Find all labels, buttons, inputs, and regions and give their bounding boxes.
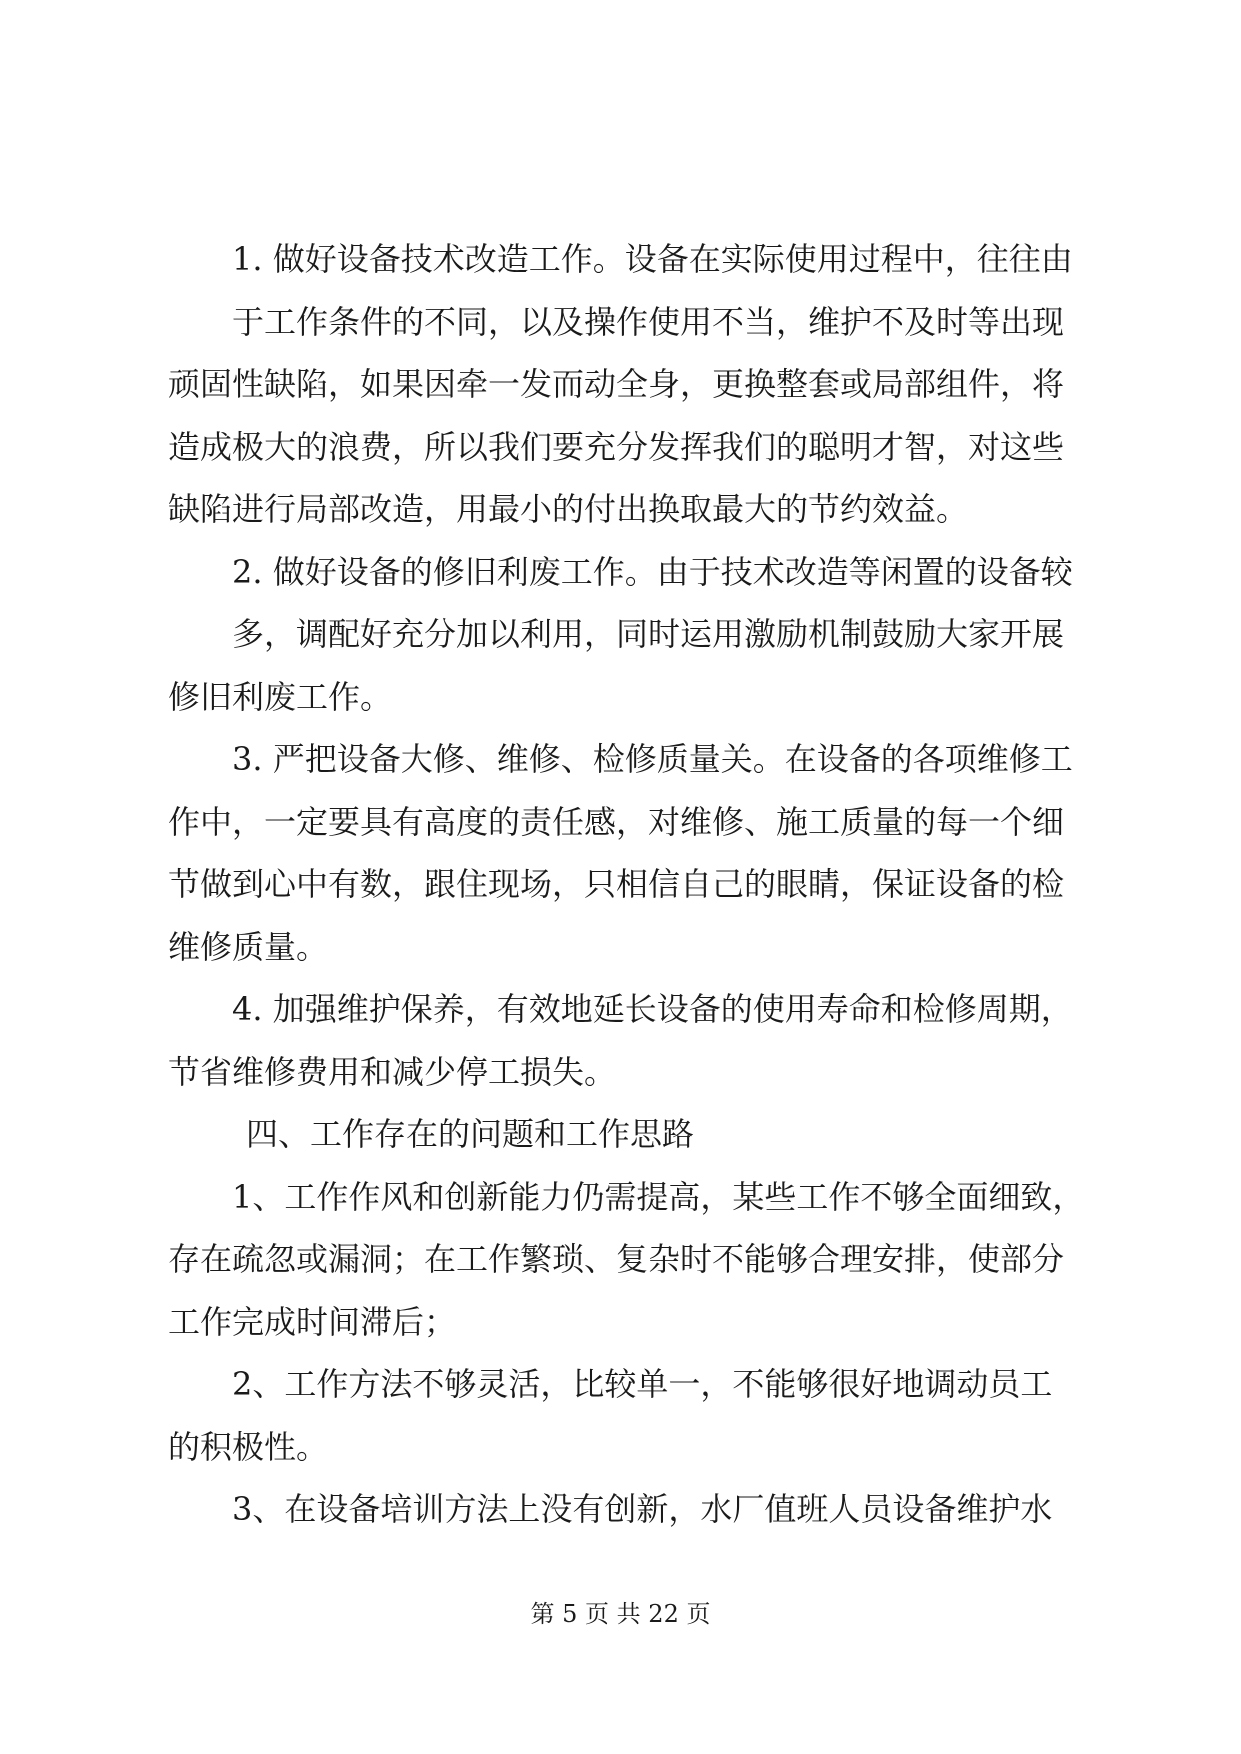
paragraph-line: 2、工作方法不够灵活，比较单一，不能够很好地调动员工	[232, 1365, 1053, 1403]
paragraph-line: 作中，一定要具有高度的责任感，对维修、施工质量的每一个细	[168, 802, 1065, 841]
paragraph-line: 4. 加强维护保养，有效地延长设备的使用寿命和检修周期，	[232, 990, 1073, 1028]
paragraph-line: 维修质量。	[168, 927, 329, 966]
section-heading: 四、工作存在的问题和工作思路	[246, 1115, 695, 1153]
paragraph-line: 缺陷进行局部改造，用最小的付出换取最大的节约效益。	[168, 490, 969, 528]
paragraph-line: 2. 做好设备的修旧利废工作。由于技术改造等闲置的设备较	[232, 552, 1073, 591]
paragraph-line: 1. 做好设备技术改造工作。设备在实际使用过程中，往往由	[232, 240, 1073, 278]
body-text	[168, 228, 1085, 1541]
paragraph-line: 于工作条件的不同，以及操作使用不当，维护不及时等出现	[232, 302, 1065, 341]
page-footer: 第 5 页 共 22 页	[530, 1600, 711, 1628]
paragraph-line: 工作完成时间滞后；	[168, 1302, 457, 1341]
paragraph-line: 顽固性缺陷，如果因牵一发而动全身，更换整套或局部组件，将	[168, 365, 1065, 403]
paragraph-line: 1、工作作风和创新能力仍需提高，某些工作不够全面细致，	[232, 1177, 1085, 1216]
paragraph-line: 修旧利废工作。	[168, 677, 393, 716]
paragraph-line: 节做到心中有数，跟住现场，只相信自己的眼睛，保证设备的检	[168, 865, 1065, 903]
paragraph-line: 的积极性。	[168, 1427, 329, 1466]
paragraph-line: 存在疏忽或漏洞；在工作繁琐、复杂时不能够合理安排，使部分	[168, 1240, 1065, 1278]
paragraph-line: 3. 严把设备大修、维修、检修质量关。在设备的各项维修工	[232, 740, 1073, 778]
paragraph-line: 造成极大的浪费，所以我们要充分发挥我们的聪明才智，对这些	[168, 427, 1065, 466]
paragraph-line: 节省维修费用和减少停工损失。	[168, 1052, 617, 1091]
paragraph-line: 多，调配好充分加以利用，同时运用激励机制鼓励大家开展	[232, 615, 1065, 653]
paragraph-line: 3、在设备培训方法上没有创新，水厂值班人员设备维护水	[232, 1490, 1053, 1528]
